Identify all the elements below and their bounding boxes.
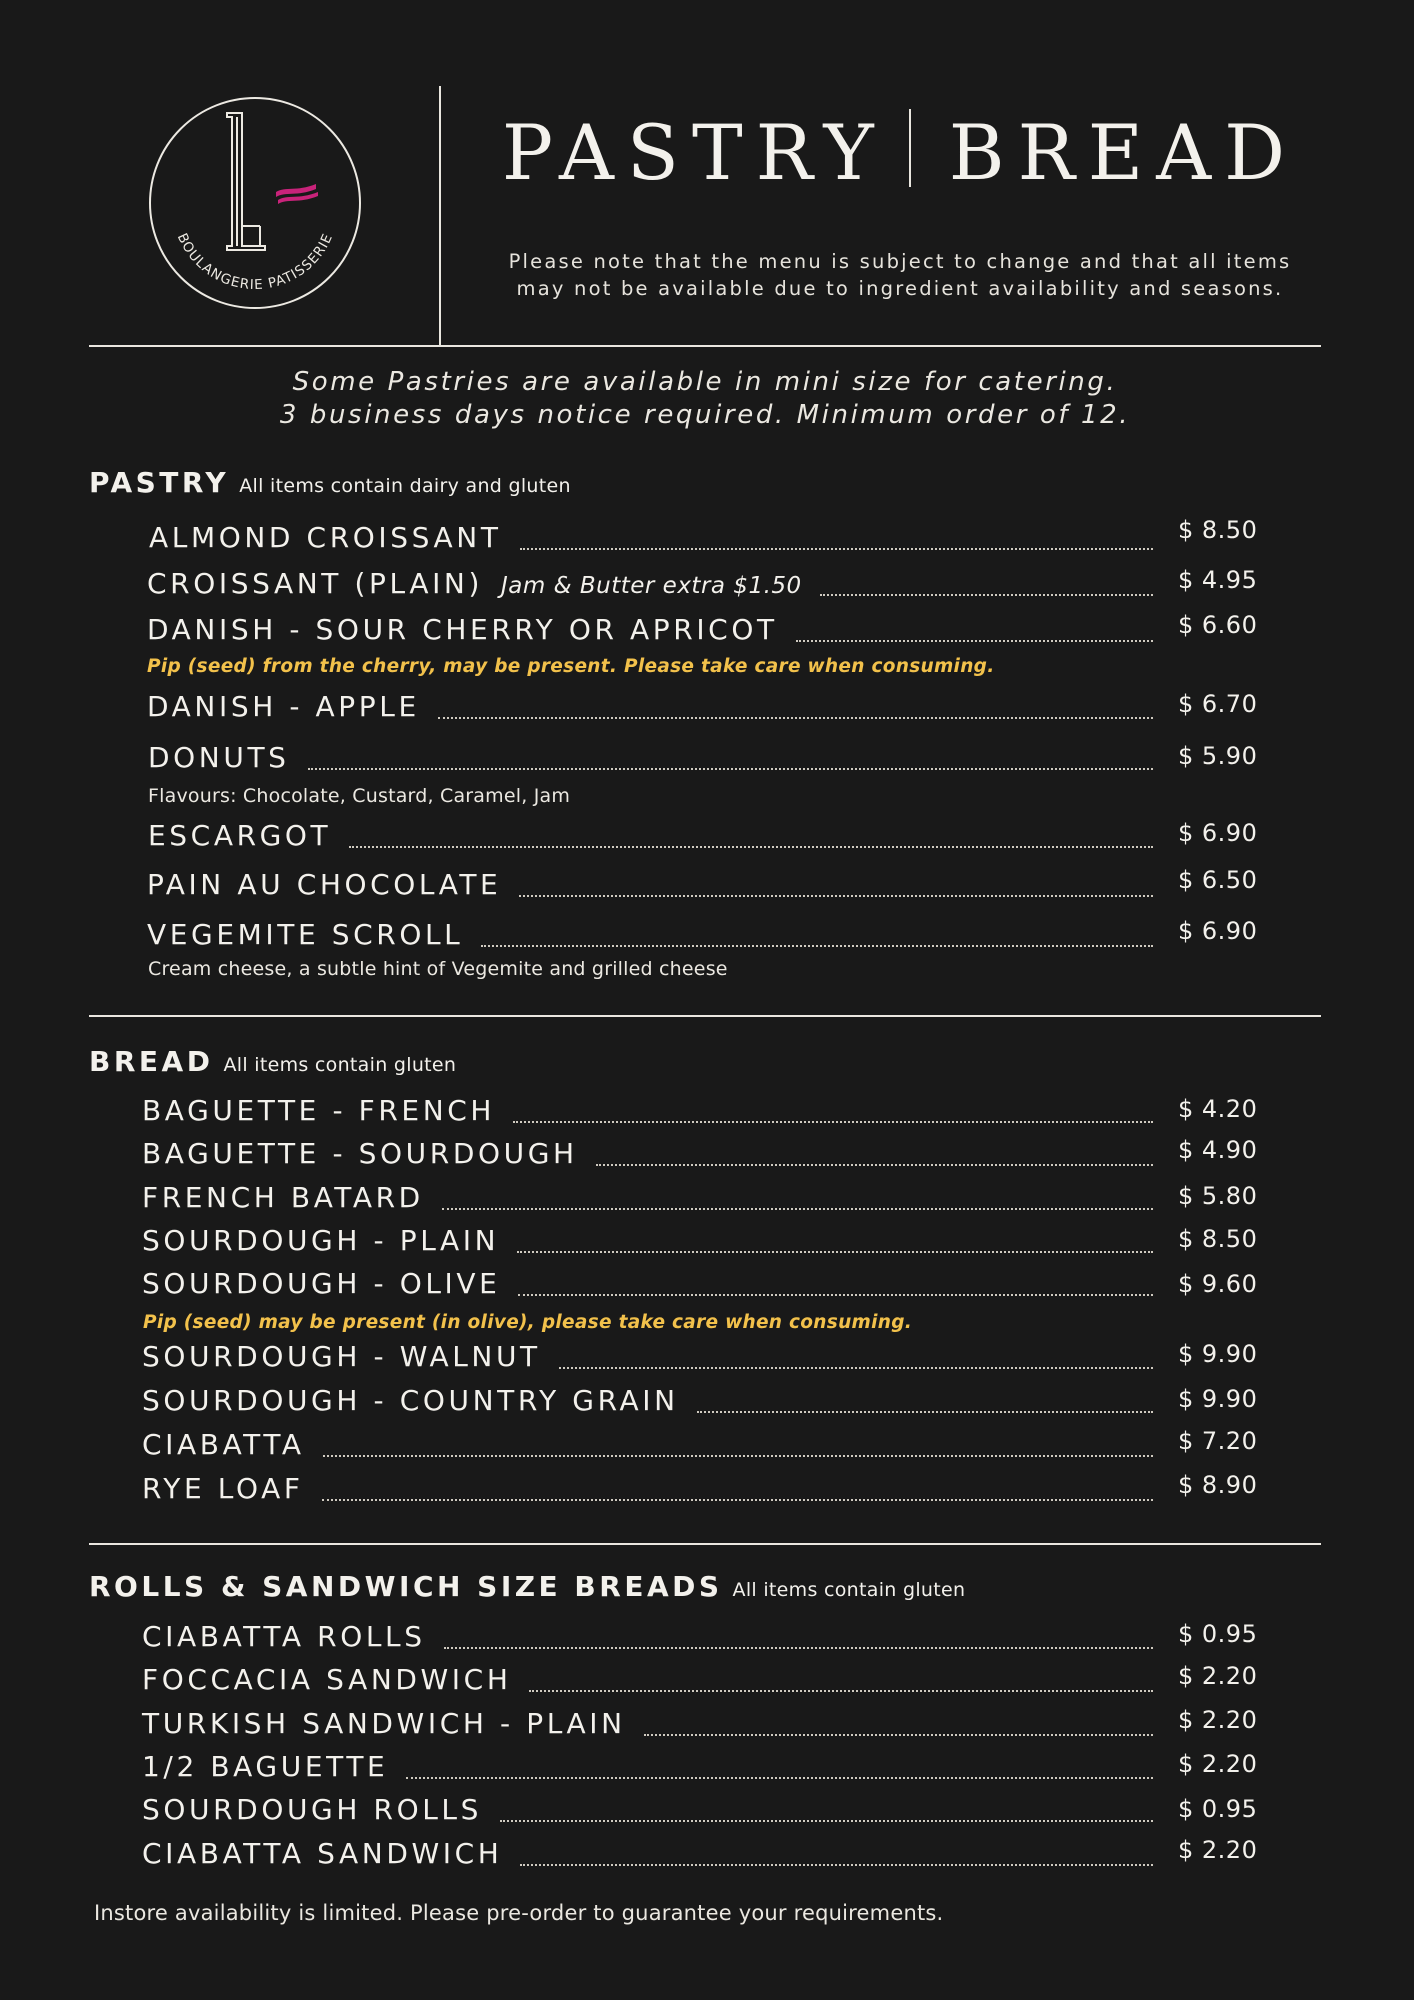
dot-leader	[500, 1820, 1153, 1822]
item-price: $ 7.20	[1178, 1427, 1258, 1455]
item-price: $ 9.60	[1178, 1270, 1258, 1298]
availability-note-line2: may not be available due to ingredient availability and seasons.	[516, 277, 1284, 300]
logo-ring-text: BOULANGERIE PATISSERIE	[173, 230, 337, 294]
item-name: DANISH - SOUR CHERRY OR APRICOT	[147, 613, 778, 646]
dot-leader	[529, 1690, 1153, 1692]
menu-item-sourdough-rolls	[142, 1793, 1165, 1826]
dot-leader	[519, 895, 1153, 897]
item-price: $ 6.50	[1178, 866, 1258, 894]
logo-letter	[227, 113, 265, 250]
item-name: ESCARGOT	[148, 819, 332, 852]
item-price: $ 4.20	[1178, 1095, 1258, 1123]
menu-item-ciabatta-rolls	[142, 1620, 1165, 1653]
dot-leader	[442, 1208, 1153, 1210]
logo-ring	[150, 98, 360, 308]
section-subtitle: All items contain dairy and gluten	[239, 475, 571, 497]
item-price: $ 6.90	[1178, 819, 1258, 847]
menu-item-baguette-sourdough	[142, 1137, 1165, 1170]
menu-item-half-baguette	[142, 1750, 1165, 1783]
item-name: DANISH - APPLE	[147, 690, 420, 723]
item-name: CIABATTA	[142, 1428, 305, 1461]
menu-item-donuts	[148, 741, 1165, 774]
dot-leader	[322, 1499, 1153, 1501]
item-name: CIABATTA SANDWICH	[142, 1837, 503, 1870]
menu-item-sourdough-plain	[142, 1224, 1165, 1257]
menu-item-ciabatta-sandwich	[142, 1837, 1165, 1870]
item-name: FOCCACIA SANDWICH	[142, 1663, 512, 1696]
section-title: PASTRY	[89, 466, 230, 499]
item-name: SOURDOUGH - COUNTRY GRAIN	[142, 1384, 679, 1417]
section-header-bread	[89, 1045, 456, 1078]
item-name: SOURDOUGH - OLIVE	[142, 1267, 501, 1300]
dot-leader	[323, 1455, 1153, 1457]
item-name: ALMOND CROISSANT	[149, 521, 502, 554]
item-name: 1/2 BAGUETTE	[142, 1750, 389, 1783]
dot-leader	[444, 1647, 1153, 1649]
dot-leader	[520, 548, 1153, 550]
item-name: SOURDOUGH ROLLS	[142, 1793, 482, 1826]
item-name: SOURDOUGH - WALNUT	[142, 1340, 541, 1373]
item-name: CIABATTA ROLLS	[142, 1620, 426, 1653]
donut-flavours: Flavours: Chocolate, Custard, Caramel, Jam	[148, 785, 571, 807]
item-price: $ 5.80	[1178, 1182, 1258, 1210]
dot-leader	[796, 640, 1153, 642]
item-price: $ 6.70	[1178, 690, 1258, 718]
section-subtitle: All items contain gluten	[732, 1579, 966, 1601]
menu-item-sourdough-olive	[142, 1267, 1165, 1300]
item-name: FRENCH BATARD	[142, 1181, 424, 1214]
catering-note	[89, 366, 1321, 432]
menu-item-almond-croissant	[149, 521, 1165, 554]
menu-item-ciabatta	[142, 1428, 1165, 1461]
page-title	[460, 108, 1340, 197]
menu-item-french-batard	[142, 1181, 1165, 1214]
item-price: $ 8.50	[1178, 516, 1258, 544]
dot-leader	[513, 1121, 1153, 1123]
item-name: PAIN AU CHOCOLATE	[147, 868, 502, 901]
dot-leader	[820, 594, 1153, 596]
footer-note: Instore availability is limited. Please pre-order to guarantee your requirements.	[94, 1901, 944, 1925]
item-name: SOURDOUGH - PLAIN	[142, 1224, 500, 1257]
divider-header	[89, 345, 1321, 347]
item-price: $ 2.20	[1178, 1750, 1258, 1778]
item-price: $ 2.20	[1178, 1706, 1258, 1734]
section-title: ROLLS & SANDWICH SIZE BREADS	[89, 1570, 723, 1603]
item-name: RYE LOAF	[142, 1472, 304, 1505]
dot-leader	[697, 1411, 1153, 1413]
menu-item-sourdough-walnut	[142, 1340, 1165, 1373]
menu-item-croissant-plain	[147, 567, 1165, 600]
item-name: VEGEMITE SCROLL	[147, 918, 464, 951]
catering-line2: 3 business days notice required. Minimum order of 12.	[279, 400, 1131, 430]
dot-leader	[481, 945, 1153, 947]
item-price: $ 2.20	[1178, 1836, 1258, 1864]
logo-accent-flourish	[276, 184, 318, 204]
menu-item-baguette-french	[142, 1094, 1165, 1127]
item-price: $ 6.90	[1178, 917, 1258, 945]
item-price: $ 0.95	[1178, 1620, 1258, 1648]
item-price: $ 4.90	[1178, 1136, 1258, 1164]
item-extra: Jam & Butter extra $1.50	[501, 573, 802, 599]
item-price: $ 0.95	[1178, 1795, 1258, 1823]
menu-item-vegemite-scroll	[147, 918, 1165, 951]
item-price: $ 5.90	[1178, 742, 1258, 770]
dot-leader	[559, 1367, 1153, 1369]
dot-leader	[406, 1777, 1153, 1779]
menu-item-escargot	[148, 819, 1165, 852]
dot-leader	[520, 1864, 1153, 1866]
section-header-rolls	[89, 1570, 965, 1603]
title-pastry: PASTRY	[501, 108, 887, 197]
availability-note	[470, 248, 1330, 302]
divider-pastry-bread	[89, 1015, 1321, 1017]
dot-leader	[349, 846, 1153, 848]
menu-item-danish-apple	[147, 690, 1165, 723]
item-name: CROISSANT (PLAIN)	[147, 567, 484, 600]
divider-bread-rolls	[89, 1543, 1321, 1545]
dot-leader	[517, 1251, 1153, 1253]
dot-leader	[438, 717, 1153, 719]
item-price: $ 9.90	[1178, 1385, 1258, 1413]
dot-leader	[644, 1734, 1153, 1736]
item-name: BAGUETTE - SOURDOUGH	[142, 1137, 578, 1170]
cherry-pip-warning: Pip (seed) from the cherry, may be present. Please take care when consuming.	[147, 656, 995, 677]
menu-item-rye-loaf	[142, 1472, 1165, 1505]
item-name: TURKISH SANDWICH - PLAIN	[142, 1707, 626, 1740]
menu-item-foccacia-sandwich	[142, 1663, 1165, 1696]
item-price: $ 6.60	[1178, 611, 1258, 639]
availability-note-line1: Please note that the menu is subject to change and that all items	[508, 250, 1292, 273]
title-bread: BREAD	[948, 108, 1299, 197]
section-title: BREAD	[89, 1045, 214, 1078]
title-separator	[909, 109, 911, 187]
menu-item-danish-cherry-apricot	[147, 613, 1165, 646]
item-name: BAGUETTE - FRENCH	[142, 1094, 496, 1127]
olive-pip-warning: Pip (seed) may be present (in olive), please take care when consuming.	[143, 1312, 913, 1333]
item-price: $ 9.90	[1178, 1340, 1258, 1368]
section-subtitle: All items contain gluten	[223, 1054, 457, 1076]
menu-item-pain-au-chocolate	[147, 868, 1165, 901]
item-price: $ 8.90	[1178, 1471, 1258, 1499]
dot-leader	[596, 1164, 1153, 1166]
dot-leader	[308, 768, 1153, 770]
item-price: $ 2.20	[1178, 1662, 1258, 1690]
item-name: DONUTS	[148, 741, 290, 774]
section-header-pastry	[89, 466, 571, 499]
menu-item-turkish-sandwich-plain	[142, 1707, 1165, 1740]
bakery-logo	[148, 96, 362, 310]
dot-leader	[518, 1294, 1153, 1296]
catering-line1: Some Pastries are available in mini size for catering.	[292, 367, 1118, 397]
vegemite-scroll-description: Cream cheese, a subtle hint of Vegemite and grilled cheese	[148, 958, 728, 980]
item-price: $ 8.50	[1178, 1225, 1258, 1253]
item-price: $ 4.95	[1178, 566, 1258, 594]
header-divider-vertical	[439, 86, 441, 346]
menu-item-sourdough-country-grain	[142, 1384, 1165, 1417]
